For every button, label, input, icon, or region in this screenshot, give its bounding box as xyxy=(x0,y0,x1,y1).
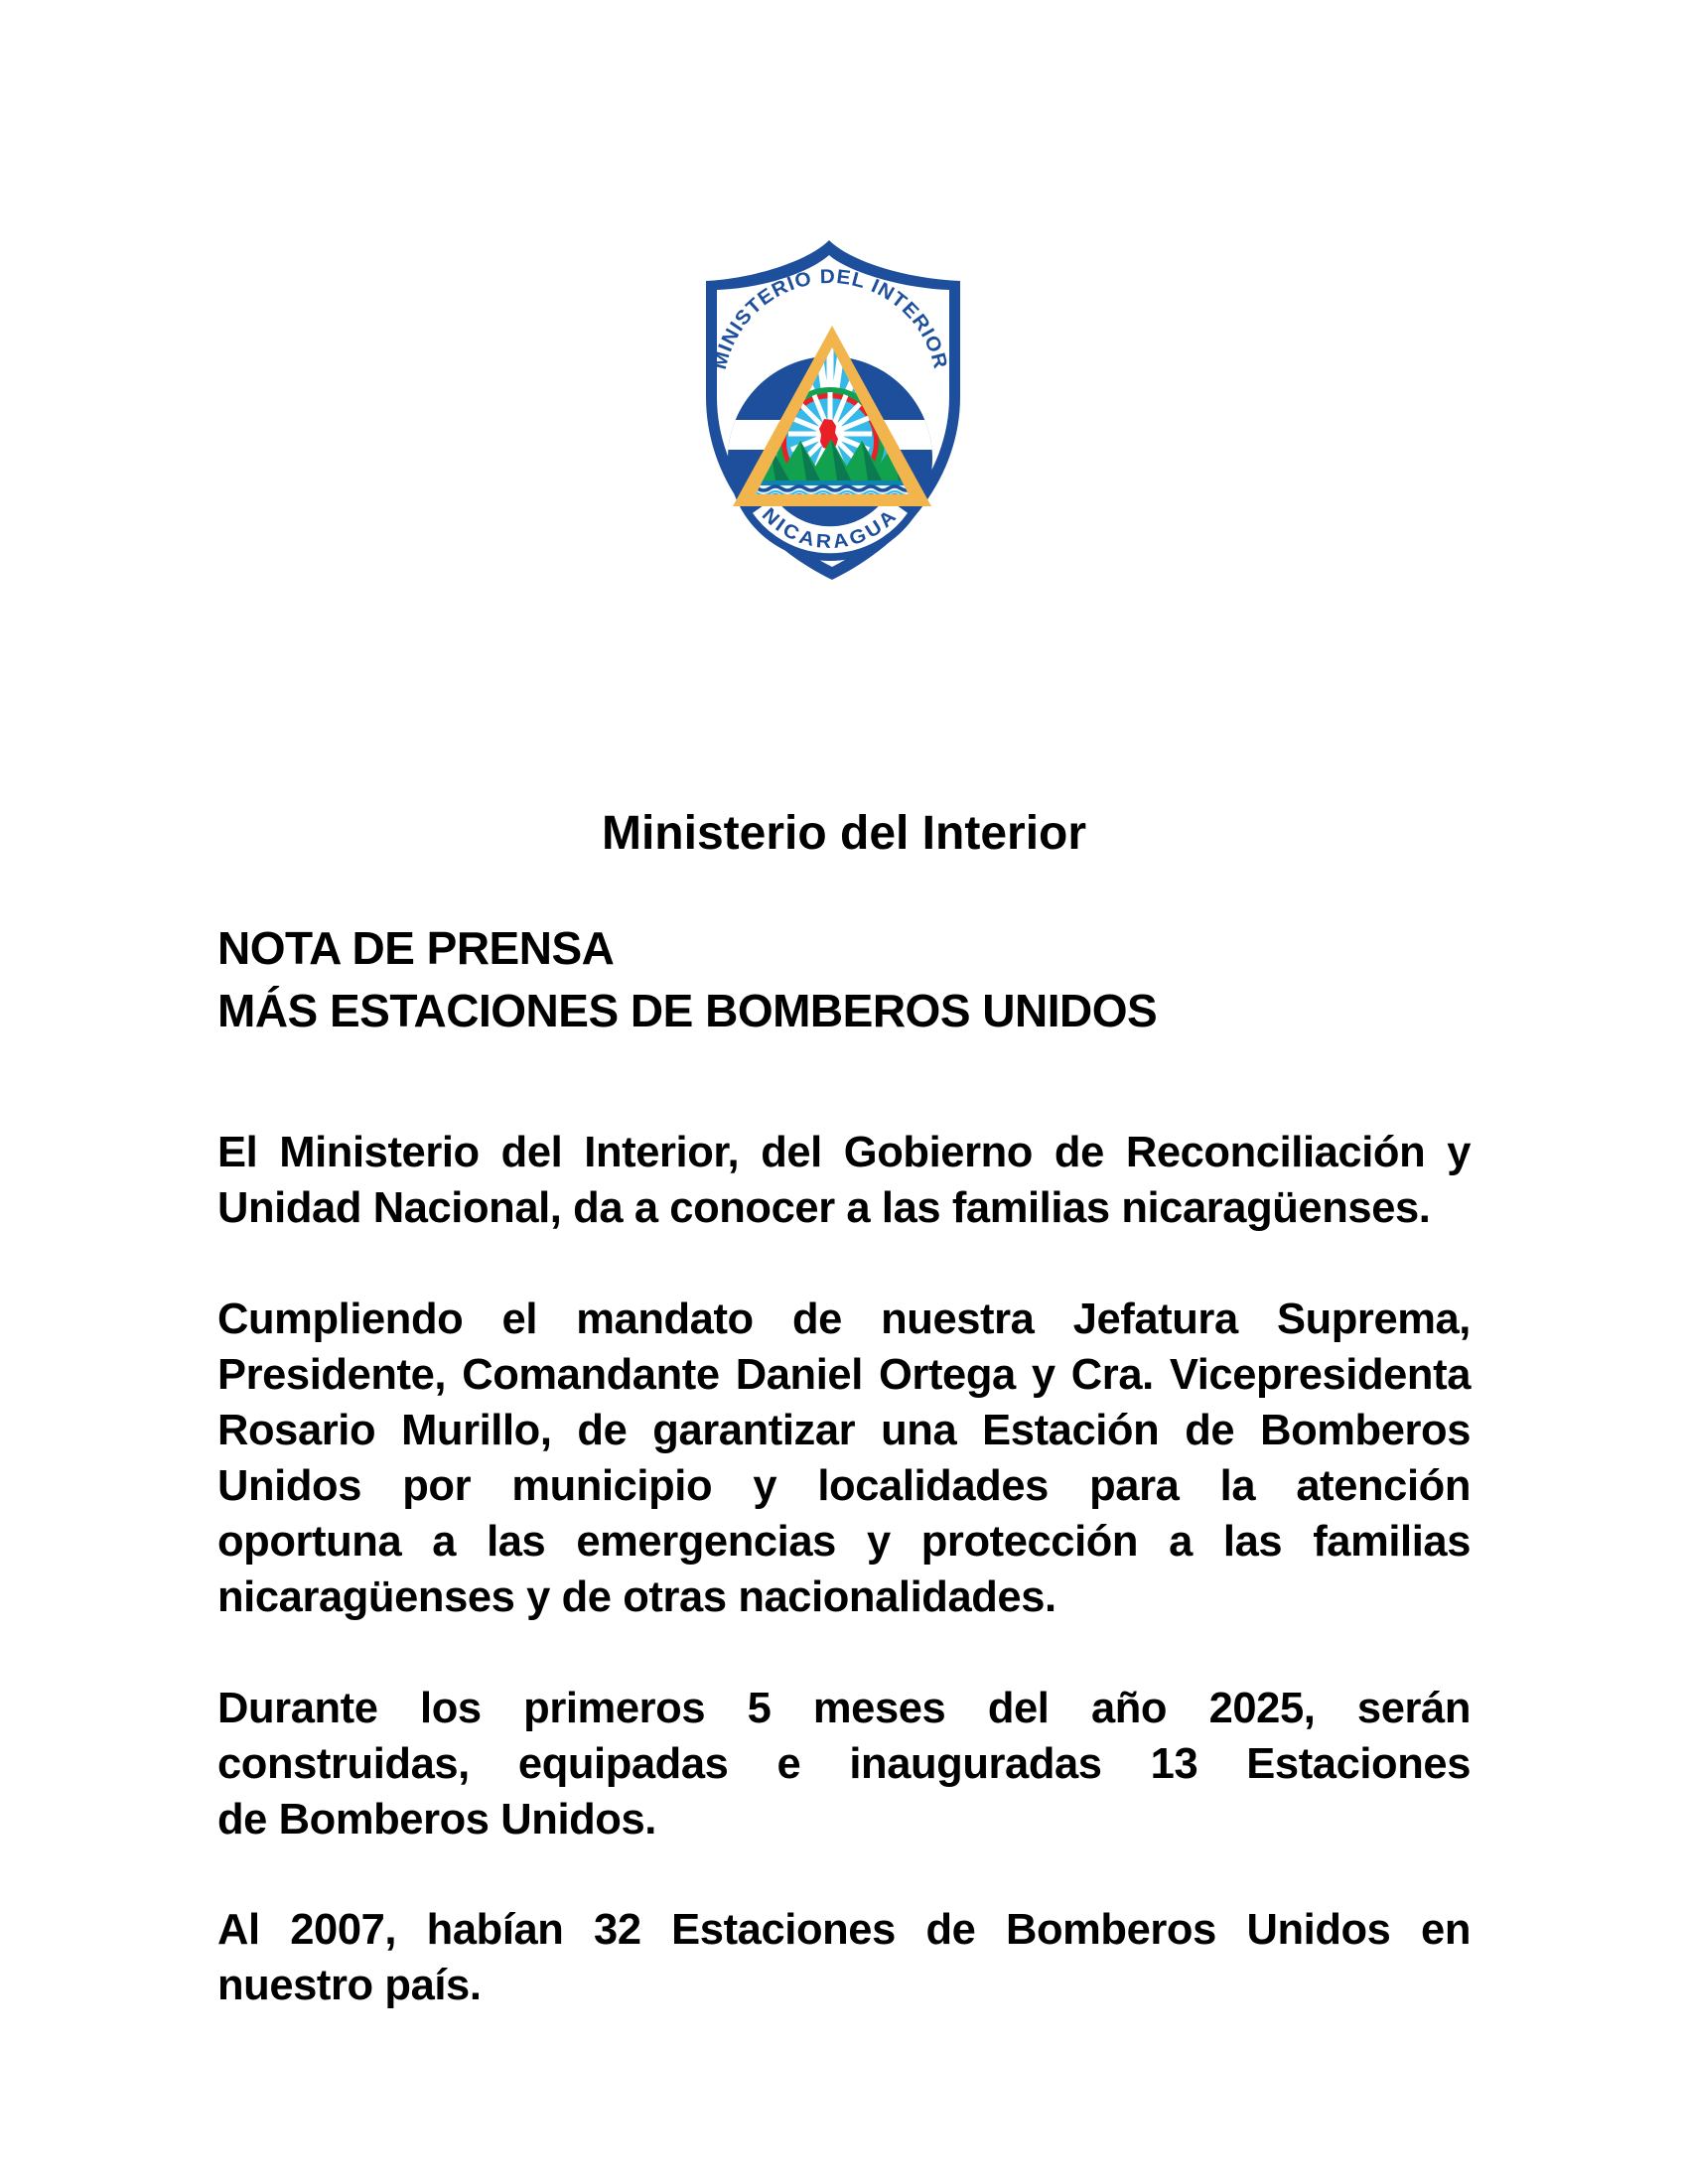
page-title: Ministerio del Interior xyxy=(601,807,1087,860)
text-line: Unidos por municipio y localidades para la atención xyxy=(217,1462,1471,1510)
text-line: de Bomberos Unidos. xyxy=(217,1796,656,1843)
text-line: Rosario Murillo, de garantizar una Estación de Bomberos xyxy=(217,1407,1471,1454)
heading-line-mas: MÁS ESTACIONES DE BOMBEROS UNIDOS xyxy=(217,985,1158,1036)
ministry-seal-logo xyxy=(698,238,968,586)
text-line: El Ministerio del Interior, del Gobierno de Reconciliación y xyxy=(217,1129,1471,1176)
text-line: nicaragüenses y de otras nacionalidades. xyxy=(217,1573,1056,1621)
paragraph-2007 xyxy=(217,1902,1471,2013)
heading-line-nota: NOTA DE PRENSA xyxy=(217,922,615,974)
lake-band xyxy=(740,480,926,485)
press-note-heading xyxy=(217,917,1471,1042)
paragraph-estaciones-2025 xyxy=(217,1681,1471,1847)
text-line: Durante los primeros 5 meses del año 2025, serán xyxy=(217,1685,1471,1732)
paragraph-mandato xyxy=(217,1292,1471,1625)
text-line: oportuna a las emergencias y protección a las familias xyxy=(217,1518,1471,1566)
text-line: Cumpliendo el mandato de nuestra Jefatura Suprema, xyxy=(217,1296,1471,1343)
text-line: Unidad Nacional, da a conocer a las familias nicaragüenses. xyxy=(217,1184,1431,1232)
paragraph-intro xyxy=(217,1125,1471,1236)
text-line: construidas, equipadas e inauguradas 13 Estaciones xyxy=(217,1740,1471,1788)
text-line: Presidente, Comandante Daniel Ortega y Cra. Vicepresidenta xyxy=(217,1351,1471,1399)
text-line: nuestro país. xyxy=(217,1962,482,2009)
text-line: Al 2007, habían 32 Estaciones de Bomberos Unidos en xyxy=(217,1906,1471,1954)
seal-bottom-text: NICARAGUA xyxy=(757,503,903,554)
seal-top-text: MINISTERIO DEL INTERIOR xyxy=(708,265,951,372)
